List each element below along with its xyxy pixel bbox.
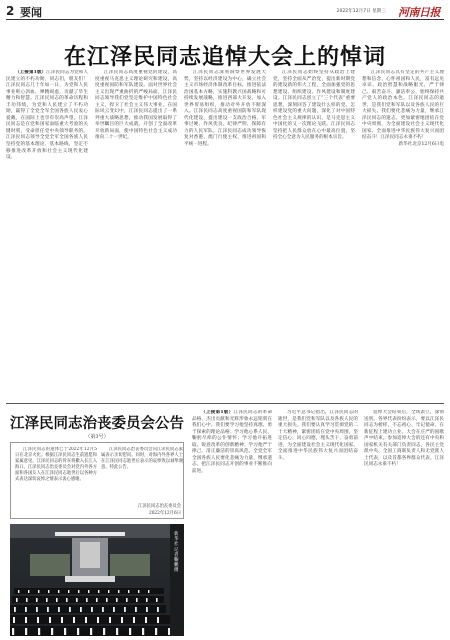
lower-column-3 [364,410,444,638]
article-column-2 [95,70,177,400]
continuation-tag: （上接第1版） [201,410,234,415]
article-paragraph: （上接第1版）江泽民同志的革命品格、杰出贡献和光辉形象永远铭刻在我们心中。我们要学习他坚持真理、勇于探索的理论品格；学习他心系人民、鞠躬尽瘁的公仆情怀；学习他开拓进取、锐意改革的创新精神；学习他严于律己、清正廉洁的崇高风范。全党全军全国各族人民要化悲痛为力量，继承遗志，把江泽民同志开创的事业不断推向前进。 [192,410,272,474]
memorial-photo [10,524,184,636]
announcement-title: 江泽民同志治丧委员会公告 [10,416,184,432]
article-column-1 [6,70,88,400]
page-headline: 在江泽民同志追悼大会上的悼词 [63,45,386,70]
announcement-column-right [101,447,183,499]
article-body [6,70,444,400]
announcement-date: 2022年12月6日 [148,511,181,516]
section-divider [6,403,444,404]
photo-caption: 新华社记者 鞠鹏 摄 [174,532,179,574]
article-paragraph: 习近平总书记指出，江泽民同志的逝世，是我们党和军队以及各族人民的重大损失。我们要认真学习贯彻党的二十大精神，紧密团结在党中央周围，坚定信心、同心同德，埋头苦干、奋勇前进，为全面建设社会主义现代化国家、全面推进中华民族伟大复兴而团结奋斗。 [278,410,358,461]
announcement-box [10,442,184,519]
article-paragraph: 追悼大会结束后，全场肃立，深情送别。各界代表纷纷表示，要以江泽民同志为榜样，不忘初心、牢记使命，在新征程上建功立业。大会在庄严的国歌声中结束。参加追悼大会的还有中央和国家机关有关部门负责同志，各民主党派中央、全国工商联负责人和无党派人士代表，以及首都各界群众代表。江泽民同志永垂不朽！ [364,410,444,468]
issue-date: 2022年12月7日 星期三 [336,9,386,14]
section-name: 要闻 [20,6,42,19]
article-paragraph: 江泽民同志高度重视党的建设，高度重视马克思主义理论研究和建设，高度重视国防和军队建设。面对世界社会主义出现严重曲折的严峻局面，江泽民同志领导我们党坚定维护中国特色社会主义，捍卫了社会主义伟大事业。在国际风云变幻中，江泽民同志提出了一系列重大战略思想，推动我国发展取得了举世瞩目的巨大成就，开创了全面改革开放新局面，使中国特色社会主义成功推向二十一世纪。 [95,70,177,141]
announcement-column-left [15,447,97,507]
lower-column-2 [278,410,358,638]
article-paragraph: 江泽民同志始终坚持从政治上建党，坚持全面从严治党，提出新时期党的建设新的伟大工程，全面加强党的思想建设、组织建设、作风建设和制度建设。江泽民同志创立了“三个代表”重要思想，深刻回答了建设什么样的党、怎样建设党的重大问题，深化了对中国特色社会主义规律的认识，是马克思主义中国化的又一次理论飞跃。江泽民同志坚持把人民群众放在心中最高位置，坚持全心全意为人民服务的根本宗旨。 [273,70,355,141]
masthead [6,4,444,20]
announcement-number: （第3号） [85,434,109,440]
continuation-tag: （上接第1版） [15,70,47,75]
article-column-4 [273,70,355,400]
page-number: 2 [6,4,15,18]
lower-column-1 [192,410,272,638]
memorial-hall-image [10,524,184,636]
article-column-3 [184,70,266,400]
article-paragraph: 江泽民同志具有坚定的共产主义理想和信念，心怀祖国和人民，富有远见卓识、政治智慧和战略眼光，严于律己、艰苦奋斗、廉洁奉公，始终保持共产党人的政治本色。江泽民同志的逝世，是我们党和军队以及各族人民的巨大损失。我们要化悲痛为力量，继承江泽民同志的遗志，更加紧密地团结在党中央周围，为全面建设社会主义现代化国家、全面推进中华民族伟大复兴而团结奋斗！江泽民同志永垂不朽！ [362,70,444,141]
article-paragraph: 江泽民同志深刻洞察世界发展大势，坚持以经济建设为中心，确立社会主义市场经济体制改革目标，推进依法治国基本方略，实施科教兴国战略和可持续发展战略，推进西部大开发，加入世界贸易组织，推动对外开放不断深入。江泽民同志高度重视国防和军队现代化建设，提出建设一支政治合格、军事过硬、作风优良、纪律严明、保障有力的人民军队。江泽民同志成功领导恢复对香港、澳门行使主权，推进祖国和平统一进程。 [184,70,266,148]
newspaper-logo: 河南日报 [398,6,440,19]
announcement-signer: 江泽民同志治丧委员会 [138,504,181,509]
article-paragraph: （上接第1版）江泽民同志为党和人民建立的不朽功勋，同志们，朋友们！江泽民同志几十年如一日，为党和人民事业呕心沥血、殚精竭虑，贡献了毕生精力和智慧。江泽民同志的革命历程和丰功伟绩，为党和人民建立了不朽功勋，赢得了全党全军全国各族人民衷心爱戴，在国际上也享有崇高声望。江泽民同志是在党和国家面临重大考验的关键时刻，受命担任党中央领导职务的。江泽民同志领导全党全军全国各族人民坚持党的基本理论、基本路线，坚定不移推进改革开放和社会主义现代化建设。 [6,70,88,161]
article-sign-off: 新华社北京12月6日电 [398,142,444,148]
article-column-5 [362,70,444,400]
announcement-paragraph: 江泽民同志的遗体已于2022年12月5日在北京火化。根据江泽民同志生前遗愿和家属意见，江泽民同志的骨灰将撒入长江入海口。江泽民同志治丧委员会对党内外各方面和各国友人在江泽民同志逝世后以各种方式表达深切哀悼之情表示衷心感谢。 [15,447,97,482]
announcement-paragraph: 江泽民同志治丧委员会向江泽民同志家属表示亲切慰问。同时，对海内外各界人士在江泽民同志逝世后表示的哀悼致以诚挚谢意。特此公告。 [101,447,183,470]
